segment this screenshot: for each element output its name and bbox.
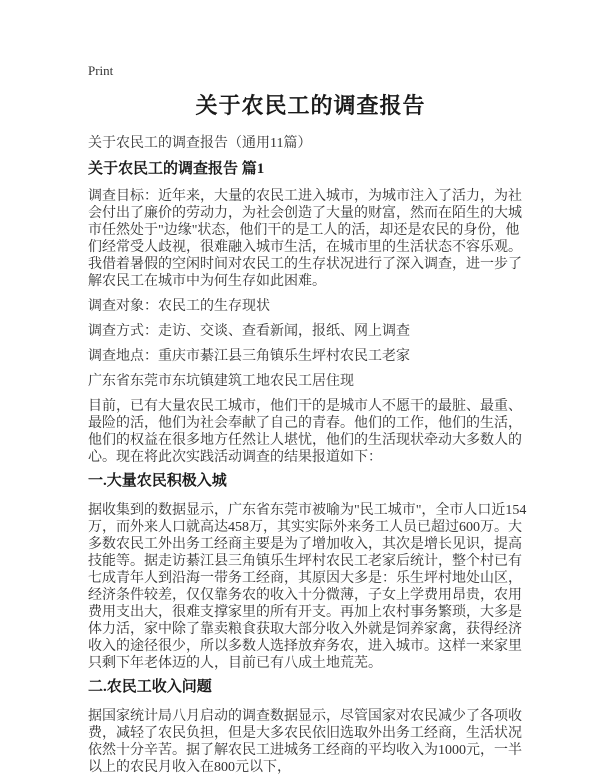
paragraph-survey-method: 调查方式：走访、交谈、查看新闻，报纸、网上调查 bbox=[88, 324, 410, 339]
section-1-heading: 一.大量农民积极入城 bbox=[88, 473, 227, 489]
part-1-heading: 关于农民工的调查报告 篇1 bbox=[88, 161, 265, 177]
paragraph-section-1-body: 据收集到的数据显示，广东省东莞市被喻为"民工城市"，全市人口近154万，而外来人口就高达458万，其实实际外来务工人员已超过600万。大多数农民工外出务工经商主要是为了增加收入，其次是增长见识，提高技能等。据走访綦江县三角镇乐生坪村农民工老家后统计，整个村已有七成青年人到沿海一带务工经商，其原因大多是：乐生坪村地处山区，经济条件较差，仅仅靠务农的收入十分微薄，子女上学费用昂贵，农用费用支出大，很难支撑家里的所有开支。再加上农村事务繁琐，大多是体力活，家中除了靠卖粮食获取大部分收入外就是饲养家禽，获得经济收入的途径很少，所以多数人选择放弃务农，进入城市。这样一来家里只剩下年老体迈的人，目前已有八成土地荒芜。 bbox=[88, 503, 527, 671]
paragraph-section-2-body: 据国家统计局八月启动的调查数据显示，尽管国家对农民减少了各项收费，减轻了农民负担，但是大多农民依旧选取外出务工经商，生活状况依然十分辛苦。据了解农民工进城务工经商的平均收入为1000元，一半以上的农民月收入在800元以下， bbox=[88, 709, 522, 775]
document-title: 关于农民工的调查报告 bbox=[195, 93, 426, 118]
print-button[interactable]: Print bbox=[88, 63, 114, 78]
paragraph-survey-location-2: 广东省东莞市东坑镇建筑工地农民工居住现 bbox=[88, 374, 354, 389]
document-subtitle: 关于农民工的调查报告（通用11篇） bbox=[88, 136, 312, 151]
paragraph-intro: 目前，已有大量农民工城市，他们干的是城市人不愿干的最脏、最重、最险的活，他们为社会奉献了自己的青春。他们的工作，他们的生活，他们的权益在很多地方任然让人堪忧，他们的生活现状牵动大多数人的心。现在将此次实践活动调查的结果报道如下： bbox=[88, 399, 522, 465]
paragraph-survey-subject: 调查对象：农民工的生存现状 bbox=[88, 299, 270, 314]
paragraph-survey-goal: 调查目标：近年来，大量的农民工进入城市，为城市注入了活力，为社会付出了廉价的劳动力，为社会创造了大量的财富，然而在陌生的大城市任然处于"边缘"状态，他们干的是工人的活，却还是农民的身份，他们经常受人歧视，很难融入城市生活，在城市里的生活状态不容乐观。我借着暑假的空闲时间对农民工的生存状况进行了深入调查，进一步了解农民工在城市中为何生存如此困难。 bbox=[88, 189, 522, 289]
section-2-heading: 二.农民工收入问题 bbox=[88, 679, 212, 695]
paragraph-survey-location-1: 调查地点：重庆市綦江县三角镇乐生坪村农民工老家 bbox=[88, 349, 410, 364]
